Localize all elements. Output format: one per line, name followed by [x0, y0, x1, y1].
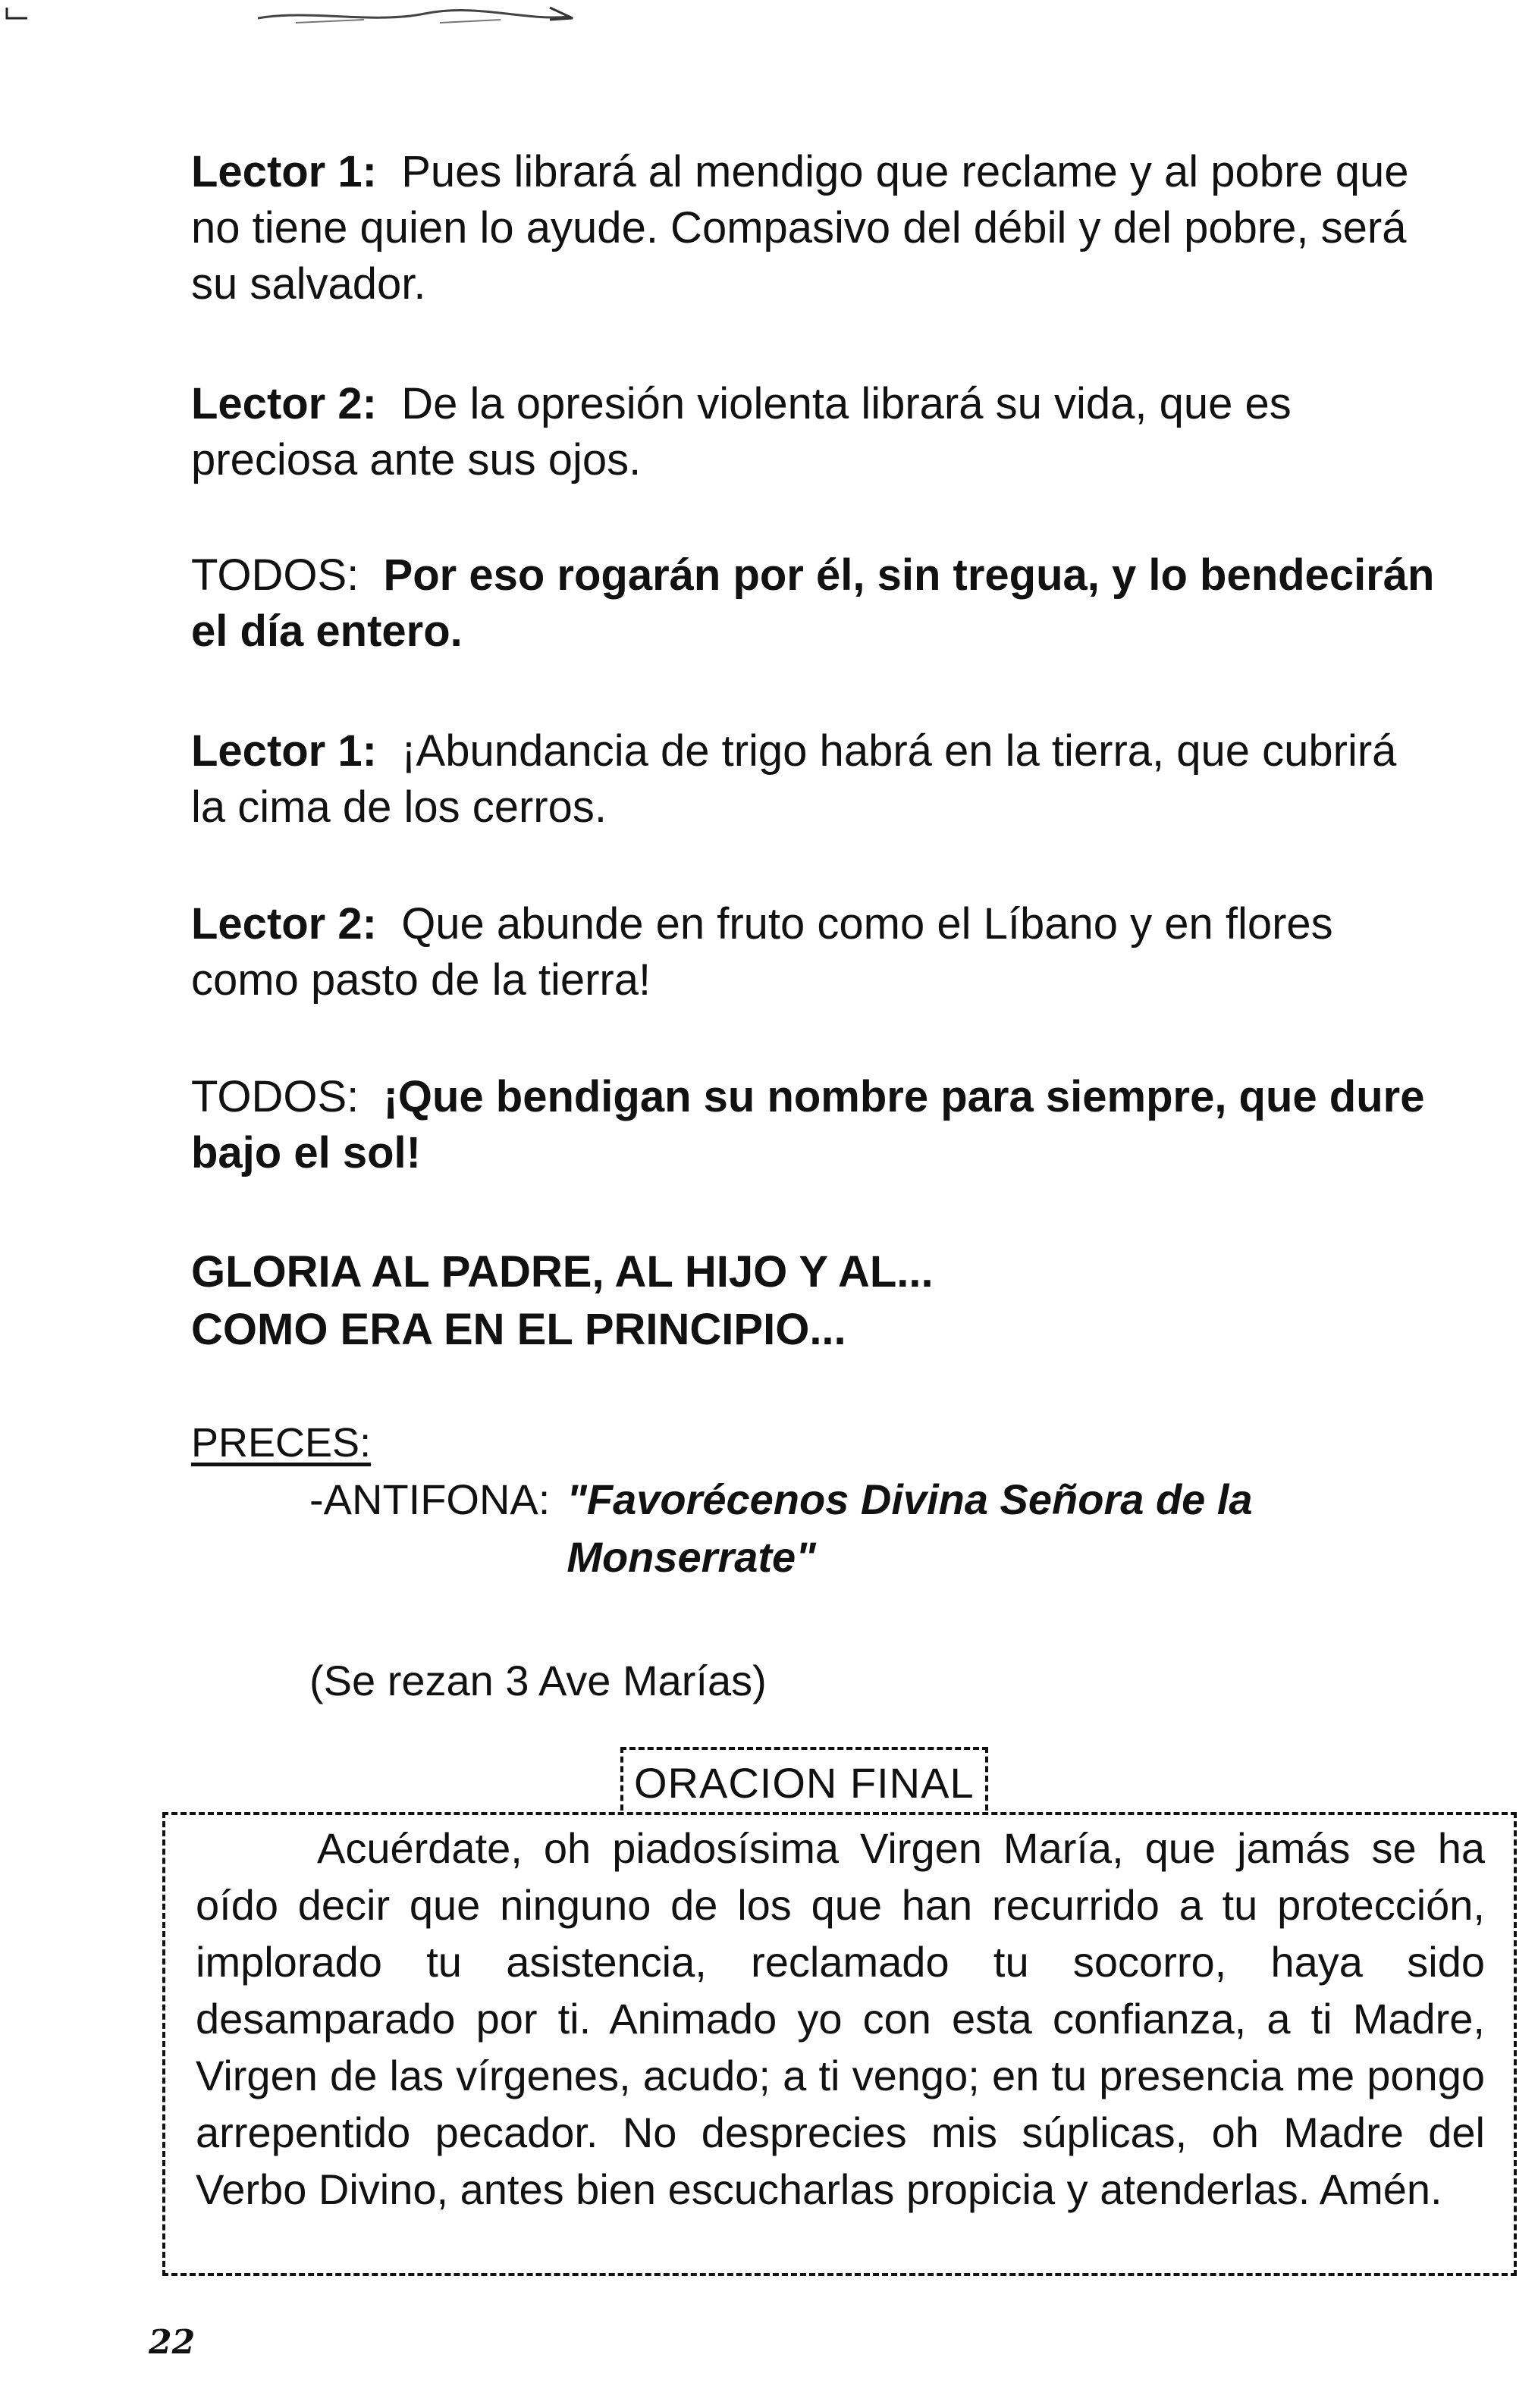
antifona — [309, 1471, 1370, 1586]
scan-corner-mark — [5, 6, 30, 21]
reading-text: De la opresión violenta librará su vida, que es preciosa ante sus ojos. — [191, 379, 1292, 484]
response-text: ¡Que bendigan su nombre para siempre, que dure bajo el sol! — [191, 1072, 1425, 1177]
gloria-line-1: GLORIA AL PADRE, AL HIJO Y AL... — [191, 1247, 934, 1296]
speaker-label: Lector 1: — [191, 147, 377, 196]
preces-heading: PRECES: — [191, 1420, 372, 1466]
page-number: 22 — [149, 2323, 196, 2362]
speaker-label: TODOS: — [191, 550, 359, 600]
ave-maria-rubric: (Se rezan 3 Ave Marías) — [309, 1657, 767, 1704]
speaker-label: Lector 2: — [191, 379, 377, 428]
reading-text: Pues librará al mendigo que reclame y al pobre que no tiene quien lo ayude. Compasivo del débil y del pobre, será su salvador. — [191, 147, 1409, 309]
reading-lector-1-first — [191, 144, 1435, 312]
reading-text: Que abunde en fruto como el Líbano y en flores como pasto de la tierra! — [191, 899, 1333, 1005]
oracion-final-text: Acuérdate, oh piadosísima Virgen María, que jamás se ha oído decir que ninguno de los que han recurrido a tu protección, implorado tu asistencia, reclamado tu socorro, haya sido desamparado por ti. Animado yo con esta confianza, a ti Madre, Virgen de las vírgenes, acudo; a ti vengo; en tu presencia me pongo arrepentido pecador. No desprecies mis súplicas, oh Madre del Verbo Divino, antes bien escucharlas propicia y atenderlas. Amén. — [196, 1824, 1485, 2213]
scan-smudge-mark — [250, 3, 584, 30]
speaker-label: TODOS: — [191, 1072, 359, 1121]
speaker-label: Lector 1: — [191, 726, 377, 776]
gloria-line-2: COMO ERA EN EL PRINCIPIO... — [191, 1305, 846, 1354]
reading-lector-2-second — [191, 896, 1435, 1008]
gloria-doxology — [191, 1243, 934, 1359]
oracion-final-title: ORACION FINAL — [620, 1747, 988, 1811]
response-text: Por eso rogarán por él, sin tregua, y lo bendecirán el día entero. — [191, 550, 1435, 656]
reading-text: ¡Abundancia de trigo habrá en la tierra, que cubrirá la cima de los cerros. — [191, 726, 1397, 832]
reading-lector-2-first — [191, 376, 1435, 488]
antifona-text: "Favorécenos Divina Señora de la Monserrate" — [567, 1475, 1253, 1581]
antifona-label: -ANTIFONA: — [309, 1475, 551, 1523]
speaker-label: Lector 2: — [191, 899, 377, 948]
response-todos-second — [191, 1069, 1435, 1181]
response-todos-first — [191, 547, 1435, 660]
reading-lector-1-second — [191, 723, 1435, 836]
